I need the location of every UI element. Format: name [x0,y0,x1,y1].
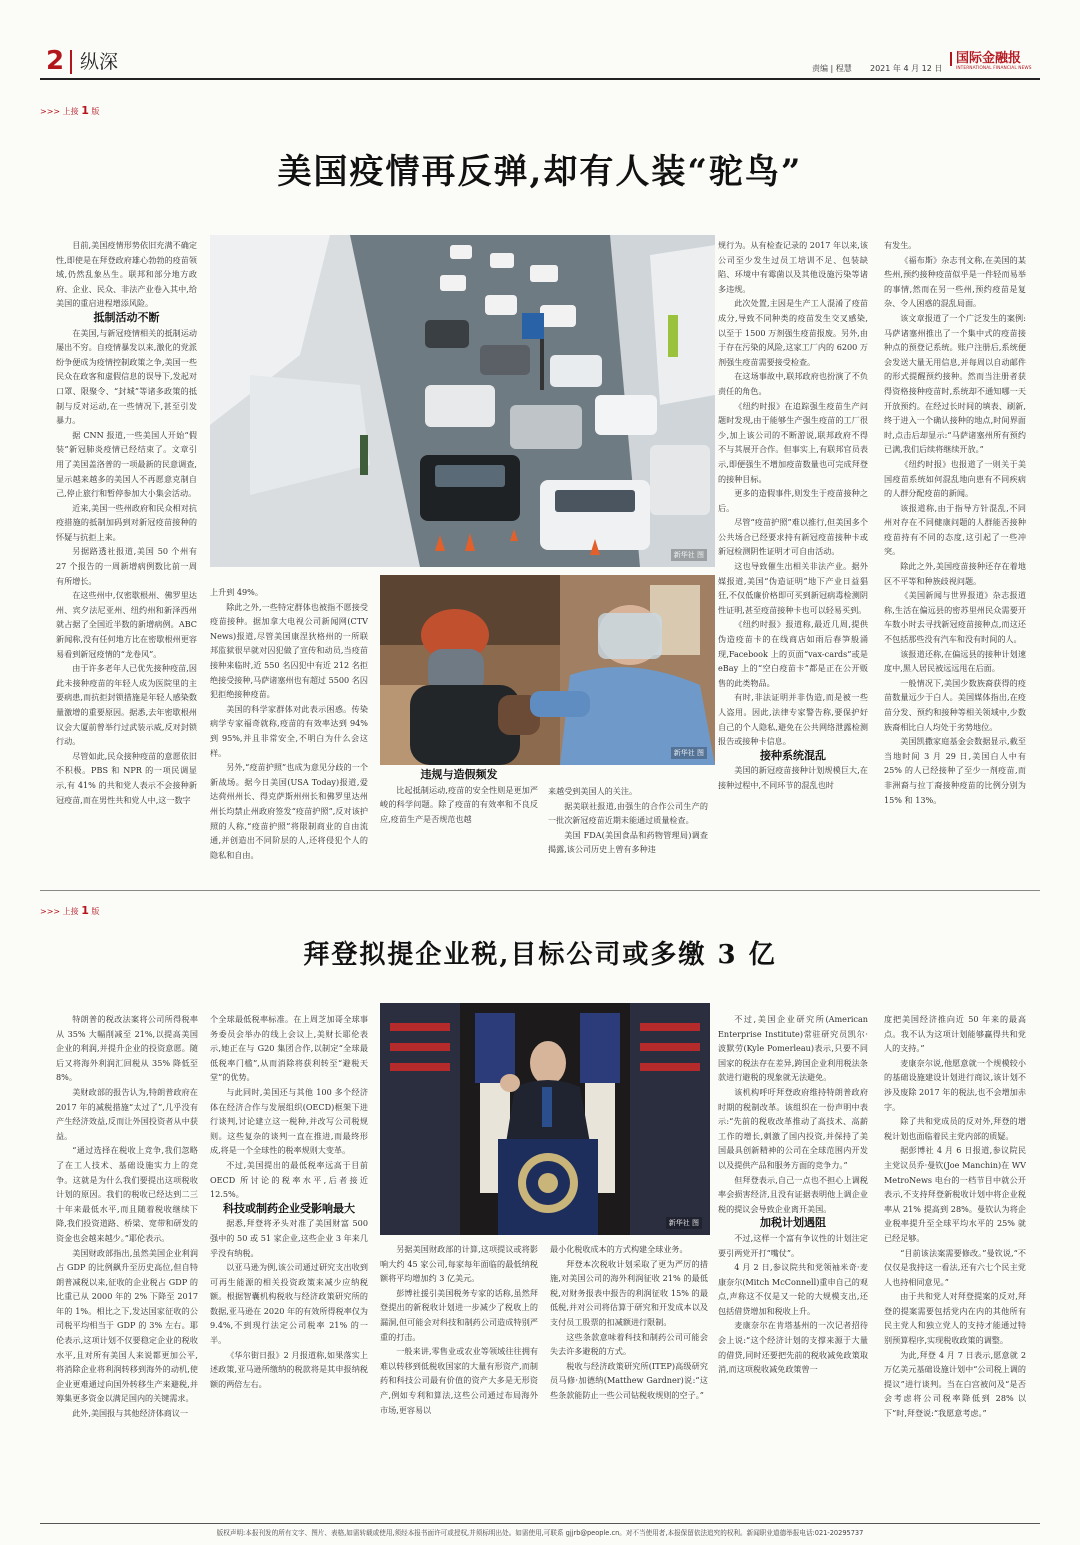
paragraph: 在这些州中,仅密歇根州、佛罗里达州、宾夕法尼亚州、纽约州和新泽西州就占据了全国近半数的新增病例。ABC 新闻称,没有任何地方比在密歇根州更容易看到新冠疫情的“龙卷风”。 [56,590,197,659]
a2-column-3 [380,1242,538,1517]
paragraph: 比起抵制运动,疫苗的安全性则是更加严峻的科学问题。除了疫苗的有效率和不良反应,疫苗生产是否规范也越 [380,784,538,824]
headline-2: 拜登拟提企业税,目标公司或多缴 3 亿 [303,940,777,970]
paragraph: 麦康奈尔在肯塔基州的一次记者招待会上说:“这个经济计划的支撑来源于大量的借贷,同时还要把先前的税收减免政策取消,而这项税收减免政策曾一 [718,1320,868,1375]
footer-rule [40,1523,1040,1524]
paragraph: 不过,美国企业研究所(American Enterprise Institute)常驻研究员凯尔·波默劳(Kyle Pomerleau)表示,只要不同国家的税法存在差异,跨国企业利用税法条款进行避税的现象就无法避免。 [718,1014,868,1083]
paragraph: 度把美国经济推向近 50 年来的最高点。我不认为这项计划能够赢得共和党人的支持。” [884,1014,1026,1054]
paragraph: 《纽约时报》也报道了一则关于美国疫苗系统如何混乱地向患有不同疾病的人群分配疫苗的新闻。 [884,458,1026,499]
headline-1: 美国疫情再反弹,却有人装“驼鸟” [277,152,803,192]
a1-column-3 [380,768,538,878]
paragraph: 在美国,与新冠疫情相关的抵制运动屡出不穷。自疫情暴发以来,激化的党派纷争便成为疫情控制政策之争,美国一些民众在政客和虚假信息的误导下,发起对口罩、限聚令、“封城”等诸多政策的抵制与反对运动,在一些情况下,甚至引发暴力。 [56,327,197,426]
paragraph: 《纽约时报》在追踪强生疫苗生产问题时发现,由于能够生产强生疫苗的工厂很少,加上该公司的不断游说,联邦政府不得不与其展开合作。但事实上,有联邦官员表示,即便强生不增加疫苗数量也可完成拜登的接种目标。 [718,400,868,484]
paragraph: 美国凯撒家庭基金会数据显示,截至当地时间 3 月 29 日,美国白人中有 25% 的人已经接种了至少一剂疫苗,而非洲裔与拉丁裔接种疫苗的比例分别为 15% 和 13%。 [884,736,1026,805]
paragraph: 拜登本次税收计划采取了更为严厉的措施,对美国公司的海外利润征收 21% 的最低税,对财务报表中报告的利润征收 15% 的最低税,并对公司将估算于研究和开发成本以及支付员工股票的扣减额进行限制。 [550,1258,708,1327]
a2-column-6 [884,1012,1026,1517]
a2-column-2 [210,1012,368,1517]
paragraph: 该文章报道了一个广泛发生的案例:马萨诸塞州推出了一个集中式的疫苗接种点的预登记系统。账户注册后,系统便会发送大量无用信息,并每周以自动邮件的形式提醒预约接种。然而当注册者获得资格接种疫苗时,系统却不通知哪一天开放预约。在经过长时间的填表、刷新,终于进入一个确认接种的地点,时间界面时,点击后却显示:“马萨诸塞州所有预约已满,我们后续将继续开放。” [884,312,1026,455]
paragraph: 美国的新冠疫苗接种计划规模巨大,在接种过程中,不同环节的混乱也时 [718,765,868,790]
paragraph: 有发生。 [884,240,917,250]
paragraph: 为此,拜登 4 月 7 日表示,愿意就 2 万亿美元基础设施计划中“公司税上调的提议”进行谈判。当在白宫被问及“是否会考虑将公司税率降低到 28% 以下”时,拜登说:“我愿意考虑。” [884,1349,1026,1419]
photo-drive-through [210,235,715,567]
photo-vaccination [380,575,715,765]
paragraph: 美国财政部指出,虽然美国企业利润占 GDP 的比例飙升至历史高位,但自特朗普减税以来,征收的企业税占 GDP 的比重已从 2000 年的 2% 下降至 2017 年的 1%。相比之下,发达国家征收的公司税平均相当于 GDP 的 3% 左右。耶伦表示,这项计划不仅要稳定企业的税收水平,且对所有美国人来说都更加公平,将消除企业将利润转移到海外的动机,使企业更难通过向国外转移生产来避税,并筹集更多资金以满足国内的关键需求。 [56,1247,198,1404]
a1-column-5 [718,238,868,878]
paragraph: 尽管“疫苗护照”难以推行,但美国多个公共场合已经要求持有新冠疫苗接种卡或新冠检测阴性证明才可自由活动。 [718,517,868,557]
subhead-system-chaos: 接种系统混乱 [760,748,826,762]
a2-column-5 [718,1012,868,1517]
paragraph: 在这场事故中,联邦政府也扮演了不负责任的角色。 [718,371,868,396]
masthead-rule [40,78,1040,80]
paragraph: 麦康奈尔说,他愿意就一个规模较小的基础设施建设计划进行商议,该计划不涉及废除 2017 年的税法,也不会增加赤字。 [884,1057,1026,1112]
a2-column-4 [550,1242,708,1517]
a1-column-1 [56,238,197,878]
page-number-divider [70,50,72,74]
photo-credit-3: 新华社 图 [666,1217,702,1229]
paragraph: 据 CNN 报道,一些美国人开始“假装”新冠肺炎疫情已经结束了。文章引用了美国盖洛普的一项最新的民意调查,显示越来越多的美国人不再愿意克制自己,停止旅行和暂停参加大小集会活动。 [56,429,197,499]
paragraph: 一般情况下,美国少数族裔获得的疫苗数量远少于白人。美国媒体指出,在疫苗分发、预约和接种等相关领域中,少数族裔相比白人均处于劣势地位。 [884,677,1026,732]
editor-credit: 责编 | 程慧 [812,64,852,73]
subhead-violations: 违规与造假频发 [420,768,498,781]
paragraph: “通过选择在税收上竞争,我们忽略了在工人技术、基础设施实力上的竞争。这就是为什么我们要提出这项税收计划的原因。我们的税收已经达到二三十年来最低水平,而且随着税收继续下降,我们投资道路、桥梁、宽带和研发的资金也会越来越少。”耶伦表示。 [56,1145,198,1243]
paragraph: 该机构呼吁拜登政府维持特朗普政府时期的税制改革。该组织在一份声明中表示:“先前的税收改革推动了高技术、高薪工作的增长,刺激了国内投资,并保持了美国最具创新精神的公司在全球范围内开发以及提供产品和服务方面的竞争力。” [718,1086,868,1170]
paragraph: 不过,这样一个富有争议性的计划注定要引两党开打“嘴仗”。 [718,1232,868,1258]
paragraph: 由于许多老年人已优先接种疫苗,因此未接种疫苗的年轻人成为医院里的主要病患,而抗拒封锁措施是年轻人感染数量激增的重要原因。据悉,去年密歇根州议会大厦前曾举行过武装示威,反对封锁行动。 [56,663,197,747]
paragraph: 更多的造假事件,则发生于疫苗接种之后。 [718,488,868,513]
drive-through-illustration [210,235,715,567]
paragraph: 上升到 49%。 [210,587,263,597]
paragraph: 不过,美国提出的最低税率远高于目前 OECD 所讨论的税率水平,后者接近 12.5%。 [210,1159,368,1200]
paragraph: 这也导致催生出相关非法产业。据外媒报道,美国“伪造证明”地下产业日益猖狂,不仅低廉价格即可买到新冠病毒检测阴性证明,甚至疫苗接种卡也可以轻易买到。 [718,561,868,615]
paragraph: 该报道称,由于指导方针混乱,不同州对存在不同健康问题的人群能否接种疫苗持有不同的态度,这引起了一些冲突。 [884,502,1026,557]
paper-name-en: INTERNATIONAL FINANCIAL NEWS [956,66,1032,71]
paragraph: 该报道还称,在偏远县的接种计划速度中,黑人居民被远远甩在后面。 [884,648,1026,674]
a1-column-4 [548,784,708,878]
paragraph: 《福布斯》杂志刊文称,在美国的某些州,预约接种疫苗似乎是一件轻而易举的事情,然而在另一些州,预约疫苗是复杂、令人困惑的混乱局面。 [884,254,1026,309]
paragraph: 此外,美国报与其他经济体商议一 [72,1408,189,1419]
paragraph: 据悉,拜登将矛头对准了美国财富 500 强中的 50 或 51 家企业,这些企业 3 年来几乎没有纳税。 [210,1218,368,1258]
paragraph: 美国的科学家群体对此表示困惑。传染病学专家福奇就称,疫苗的有效率达到 94% 到 95%,并且非常安全,不明白为什么会这样。 [210,703,368,758]
photo-credit-1: 新华社 图 [671,549,707,561]
a2-column-1 [56,1012,198,1517]
paragraph: 另据美国财政部的计算,这项提议或将影响大约 45 家公司,每家每年面临的最低纳税额将平均增加约 3 亿美元。 [380,1244,538,1284]
paragraph: 《纽约时报》报道称,最近几周,提供伪造疫苗卡的在线商店如雨后春笋般涌现,Facebook 上的页面“vax-cards”或是 eBay 上的“空白疫苗卡”都是正在公开贩售的此类物品。 [718,619,868,688]
paper-name: 国际金融报 [950,52,1040,66]
paragraph: 税收与经济政策研究所(ITEP)高级研究员马修·加德纳(Matthew Gardner)说:“这些条款能防止一些公司钻税收规则的空子。” [550,1360,708,1400]
paragraph: 除此之外,一些特定群体也被指不愿接受疫苗接种。据加拿大电视公司新闻网(CTV News)报道,尽管美国康涅狄格州的一所联邦监狱很早就对囚犯做了宣传和动员,当疫苗接种来临时,近 550 名囚犯中有近 212 名拒绝接受接种,马萨诸塞州也有超过 5500 名囚犯拒绝接种疫苗。 [210,601,368,700]
paragraph: 尽管如此,民众接种疫苗的意愿依旧不积极。PBS 和 NPR 的一项民调显示,有 41% 的共和党人表示不会接种新冠疫苗,而在男性共和党人中,这一数字 [56,750,197,805]
paragraph: 规行为。从有检查记录的 2017 年以来,该公司至少发生过员工培训不足、包装缺陷、环境中有霉菌以及其他设施污染等诸多违规。 [718,240,868,294]
issue-date: 2021 年 4 月 12 日 [870,64,943,73]
paragraph: 除此之外,美国疫苗接种还存在着地区不平等和种族歧视问题。 [884,561,1026,586]
jump-line-2: >>> 上接 1 版 [40,904,100,917]
paragraph: 《美国新闻与世界报道》杂志报道称,生活在偏远县的密苏里州民众需要开车数小时去寻找新冠疫苗接种点,而这还不包括那些没有汽车和没有时间的人。 [884,590,1026,645]
vaccination-illustration [380,575,715,765]
paragraph: 这些条款意味着科技和制药公司可能会失去许多避税的方式。 [550,1331,708,1357]
paper-logo [950,52,1040,76]
page-number: 2 [46,46,65,76]
photo-biden [380,1003,710,1235]
paragraph: 以亚马逊为例,该公司通过研究支出收到可再生能源的相关投资政策来减少应纳税额。根据智囊机构税收与经济政策研究所的数据,亚马逊在 2020 年的有效所得税率仅为 9.4%,不到现行法定公司税率 21% 的一半。 [210,1262,368,1346]
article-divider [40,890,1040,891]
paragraph: 4 月 2 日,参议院共和党领袖米奇·麦康奈尔(Mitch McConnell)重申自己的观点,声称这不仅是又一轮的大规模支出,还包括借贷增加和税收上升。 [718,1262,868,1316]
paragraph: 美国 FDA(美国食品和药物管理局)调查揭露,该公司历史上曾有多种违 [548,829,708,855]
paragraph: 另据路透社报道,美国 50 个州有 27 个报告的一周新增病例数比前一周有所增长。 [56,546,197,586]
paragraph: 有时,非法证明并非伪造,而是被一些人盗用。因此,法律专家警告称,要保护好自己的个人隐私,避免在公共网络泄露检测报告或接种卡信息。 [718,692,868,747]
paragraph: 除了共和党成员的反对外,拜登的增税计划也面临着民主党内部的质疑。 [884,1116,1026,1141]
section-name: 纵深 [80,51,119,73]
paragraph: 另外,“疫苗护照”也成为意见分歧的一个新战场。据今日美国(USA Today)报道,爱达荷州州长、得克萨斯州州长和佛罗里达州州长均禁止州政府签发“疫苗护照”,反对该护照的人称,“疫苗护照”将限制商业的自由流通,并创造出不同阶层的人,还将侵犯个人的隐私和自由。 [210,762,368,860]
paragraph: 彭博社援引美国税务专家的话称,虽然拜登提出的新税收计划进一步减少了税收上的漏洞,但可能会对科技和制药公司造成特别严重的打击。 [380,1287,538,1342]
a1-column-6 [884,238,1026,878]
subhead-tech-pharma: 科技或制药企业受影响最大 [223,1201,355,1215]
copyright-notice: 版权声明:本报刊发的所有文字、图片、表格,如需转载或使用,须经本报书面许可或授权,并须标明出处。如需使用,可联系 gjjrb@people.cn。对不当使用者,本报保留依法追究的权利。新闻职业道德举报电话:021-20295737 [216,1529,864,1537]
paragraph: 美财政部的报告认为,特朗普政府在 2017 年的减税措施“太过了”,几乎没有产生经济效益,反而让外国投资者从中获益。 [56,1086,198,1141]
subhead-tax-opposition: 加税计划遇阻 [760,1216,826,1230]
paragraph: 《华尔街日报》2 月报道称,如果落实上述政策,亚马逊所缴纳的税款将是其申报纳税额的两倍左右。 [210,1349,368,1389]
paragraph: 来越受到美国人的关注。 [548,786,638,796]
paragraph: 据美联社报道,由强生的合作公司生产的一批次新冠疫苗近期未能通过质量检查。 [548,800,708,826]
paragraph: 个全球最低税率标准。在上周芝加哥全球事务委员会举办的线上会议上,美财长耶伦表示,她正在与 G20 集团合作,以制定“全球最低税率门槛”,从而消除将获利转至“避税天堂”的优势。 [210,1014,368,1083]
a1-column-2 [210,585,368,875]
paragraph: “目前该法案需要修改。”曼钦说,“不仅仅是我持这一看法,还有六七个民主党人也持相同意见。” [884,1247,1026,1287]
paragraph: 目前,美国疫情形势依旧充满不确定性,即使是在拜登政府雄心勃勃的疫苗领域,仍然乱象丛生。联邦和部分地方政府、企业、民众、非法产业卷入其中,给美国的重启进程增添风险。 [56,240,197,309]
paragraph: 最小化税收成本的方式构建全球业务。 [550,1244,688,1254]
paragraph: 但拜登表示,自己一点也不担心上调税率会损害经济,且没有证据表明他上调企业税的提议会导致企业离开美国。 [718,1174,868,1214]
paragraph: 近来,美国一些州政府和民众相对抗疫措施的抵制加码到对新冠疫苗接种的怀疑与抗拒上来。 [56,502,197,542]
paragraph: 特朗普的税改法案将公司所得税率从 35% 大幅削减至 21%,以提高美国企业的利润,并提升企业的投资意愿。随后又将海外利润汇回税从 35% 降低至 8%。 [56,1014,198,1083]
photo-credit-2: 新华社 图 [671,747,707,759]
subhead-boycott: 抵制活动不断 [93,310,160,324]
paragraph: 由于共和党人对拜登提案的反对,拜登的提案需要包括党内在内的其他所有民主党人和独立党人的支持才能通过特别预算程序,实现税收政策的调整。 [884,1291,1026,1346]
podium-illustration [380,1003,710,1235]
paragraph: 与此同时,美国还与其他 100 多个经济体在经济合作与发展组织(OECD)框架下进行谈判,讨论建立这一税种,并改写公司税规则。这些复杂的谈判一直在推进,而最终形成,将是一个全球性的税率规则大变革。 [210,1086,368,1156]
paragraph: 此次处置,主因是生产工人混淆了疫苗成分,导致不同种类的疫苗发生交叉感染,以至于 1500 万剂强生疫苗报废。另外,由于存在污染的风险,这家工厂内的 6200 万剂强生疫苗需要接受检查。 [718,298,868,367]
paragraph: 据彭博社 4 月 6 日报道,参议院民主党议员乔·曼钦(Joe Manchin)在 WV MetroNews 电台的一档节目中就公开表示,不支持拜登新税收计划中将企业税率从 21% 提高到 28%。曼钦认为将企业税率提升至全球平均水平的 25% 就已经足够。 [884,1145,1026,1243]
paragraph: 一般来讲,零售业或农业等领域往往拥有难以转移到低税收国家的大量有形资产,而制药和科技公司最有价值的资产大多是无形资产,例如专利和算法,这些公司通过布局海外市场,更容易以 [380,1346,538,1415]
jump-line-1: >>> 上接 1 版 [40,104,100,117]
